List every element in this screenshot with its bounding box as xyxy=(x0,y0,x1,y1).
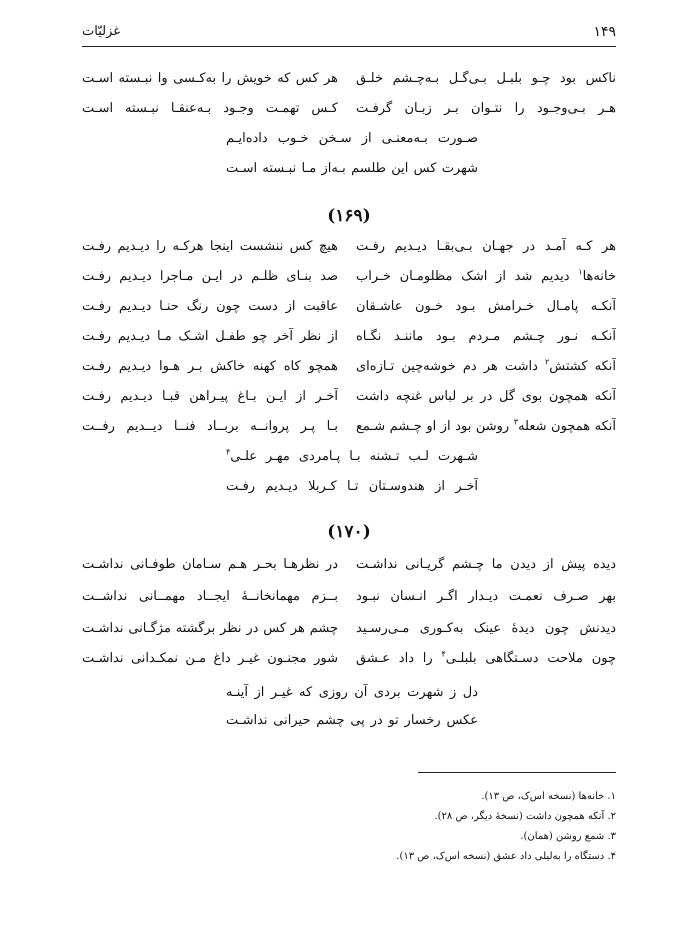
footnote-marker: ۱ xyxy=(578,268,583,277)
verse-line: چون ملاحت دسـتگاهی بلبلـی$^۴$ را داد عـشق xyxy=(356,650,616,666)
closing-verse-line: صـورت بـه‌معنـی از سـخن خـوب داده‌ایـم xyxy=(226,131,478,146)
footnote: ۳. شمع روشن (همان). xyxy=(520,831,616,842)
poem-number: (۱۶۹) xyxy=(327,206,371,226)
verse-line: خانه‌ها$^۱$ دیدیم شد از اشک مظلومـان خـراب xyxy=(356,268,616,284)
closing-verse-line: شهرت کس این طلسم بـه‌از مـا نبـسته اسـت xyxy=(226,161,478,176)
verse-line: کـس تهمـت وجـود بـه‌عنقـا نبـسته اسـت xyxy=(82,101,338,116)
verse-line: آنکه همچون بوی گل در بر لباس غنچه داشت xyxy=(356,389,616,404)
verse-line: همچو کاه کهنه خاکش بـر هـوا دیـدیم رفـت xyxy=(82,359,338,374)
verse-line: عاقبت از دست چون رنگ حنـا دیـدیم رفـت xyxy=(82,299,338,314)
verse-line: دیدنش چون دیدهٔ عینک به‌کـوری مـی‌رسـید xyxy=(356,621,616,636)
footnote: ۲. آنکه همچون داشت (نسخهٔ دیگر، ص ۲۸). xyxy=(434,811,616,822)
closing-verse-line: دل ز شهرت بردی آن روزی که غیـر از آینـه xyxy=(226,685,478,700)
verse-line: از نظر آخر چو طفـل اشـک مـا دیـدیم رفـت xyxy=(82,329,338,344)
poem-number: (۱۷۰) xyxy=(327,522,371,542)
verse-line: هر کـه آمـد در جهـان بـی‌بقـا دیـدیم رفـت xyxy=(356,239,616,254)
verse-line: آنکه همچون شعله$^۳$ روشن بود از او چـشم شـمع xyxy=(356,418,616,434)
running-title: غزلیّات xyxy=(82,24,121,39)
verse-line: دیده پیش از دیدن ما چـشم گریـانی نداشـت xyxy=(356,557,616,572)
verse-line: آنکه کشتش$^۲$ داشت هر دم خوشه‌چین تـازه‌ای xyxy=(356,358,616,374)
page-number: ۱۴۹ xyxy=(593,24,616,40)
footnote-divider xyxy=(418,772,616,773)
verse-line: آنکـه نـور چـشم مـردم بـود ماننـد نگـاه xyxy=(356,329,616,344)
footnote-marker: ۴ xyxy=(441,650,446,659)
verse-line: بـا پـر پروانــه بربــاد فنــا دیــدیم رفــت xyxy=(82,419,338,434)
verse-line: چشم هر کس در نظر برگشته مژگـانی نداشـت xyxy=(82,621,338,636)
footnote: ۴. دستگاه را به‌لیلی داد عشق (نسخه اس‌ک، ص ۱۳). xyxy=(396,851,616,862)
header-divider xyxy=(82,46,616,47)
verse-line: هیچ کس ننشست اینجا هرکـه را دیـدیم رفـت xyxy=(82,239,338,254)
footnote-marker: ۲ xyxy=(544,358,550,367)
verse-line: آخـر از ایـن بـاغ پیـراهن قبـا دیـدیم رفـت xyxy=(82,389,338,404)
closing-verse-line: عکس رخسار تو در پی چشم حیرانی نداشـت xyxy=(226,713,478,728)
footnote: ۱. خانه‌ها (نسخه اس‌ک، ص ۱۳). xyxy=(481,791,616,802)
verse-line: هر کس که خویش را به‌کـسی وا نبـسته اسـت xyxy=(82,71,338,86)
footnote-marker: ۴ xyxy=(226,448,231,457)
verse-line: آنکـه پامـال خـرامش بـود خـون عاشـقان xyxy=(356,299,616,314)
verse-line: صد بنـای ظلـم در ایـن مـاجرا دیـدیم رفـت xyxy=(82,269,338,284)
closing-verse-line: آخـر از هندوسـتان تـا کـربلا دیـدیم رفـت xyxy=(226,479,478,494)
verse-line: ناکس بود چـو بلبـل بـی‌گـل بـه‌چـشم خلـق xyxy=(356,71,616,86)
verse-line: در نظرهـا بحـر هـم سـامان طوفـانی نداشـت xyxy=(82,557,338,572)
footnote-marker: ۳ xyxy=(513,418,519,427)
verse-line: بهر صـرف نعمـت دیـدار اگـر انـسان نبـود xyxy=(356,589,616,604)
page-header xyxy=(82,22,616,46)
verse-line: بــزم مهمانخانــهٔ ایجــاد مهمــانی نداشــت xyxy=(82,589,338,604)
closing-verse-line: شـهرت لـب تـشنه بـا پـامردی مهـر علـی$^۴$ xyxy=(226,448,478,464)
verse-line: هـر بـی‌وجـود را نتـوان بـر زبـان گرفـت xyxy=(356,101,616,116)
verse-line: شور مجنـون غیـر داغ مـن نمکـدانی نداشـت xyxy=(82,651,338,666)
